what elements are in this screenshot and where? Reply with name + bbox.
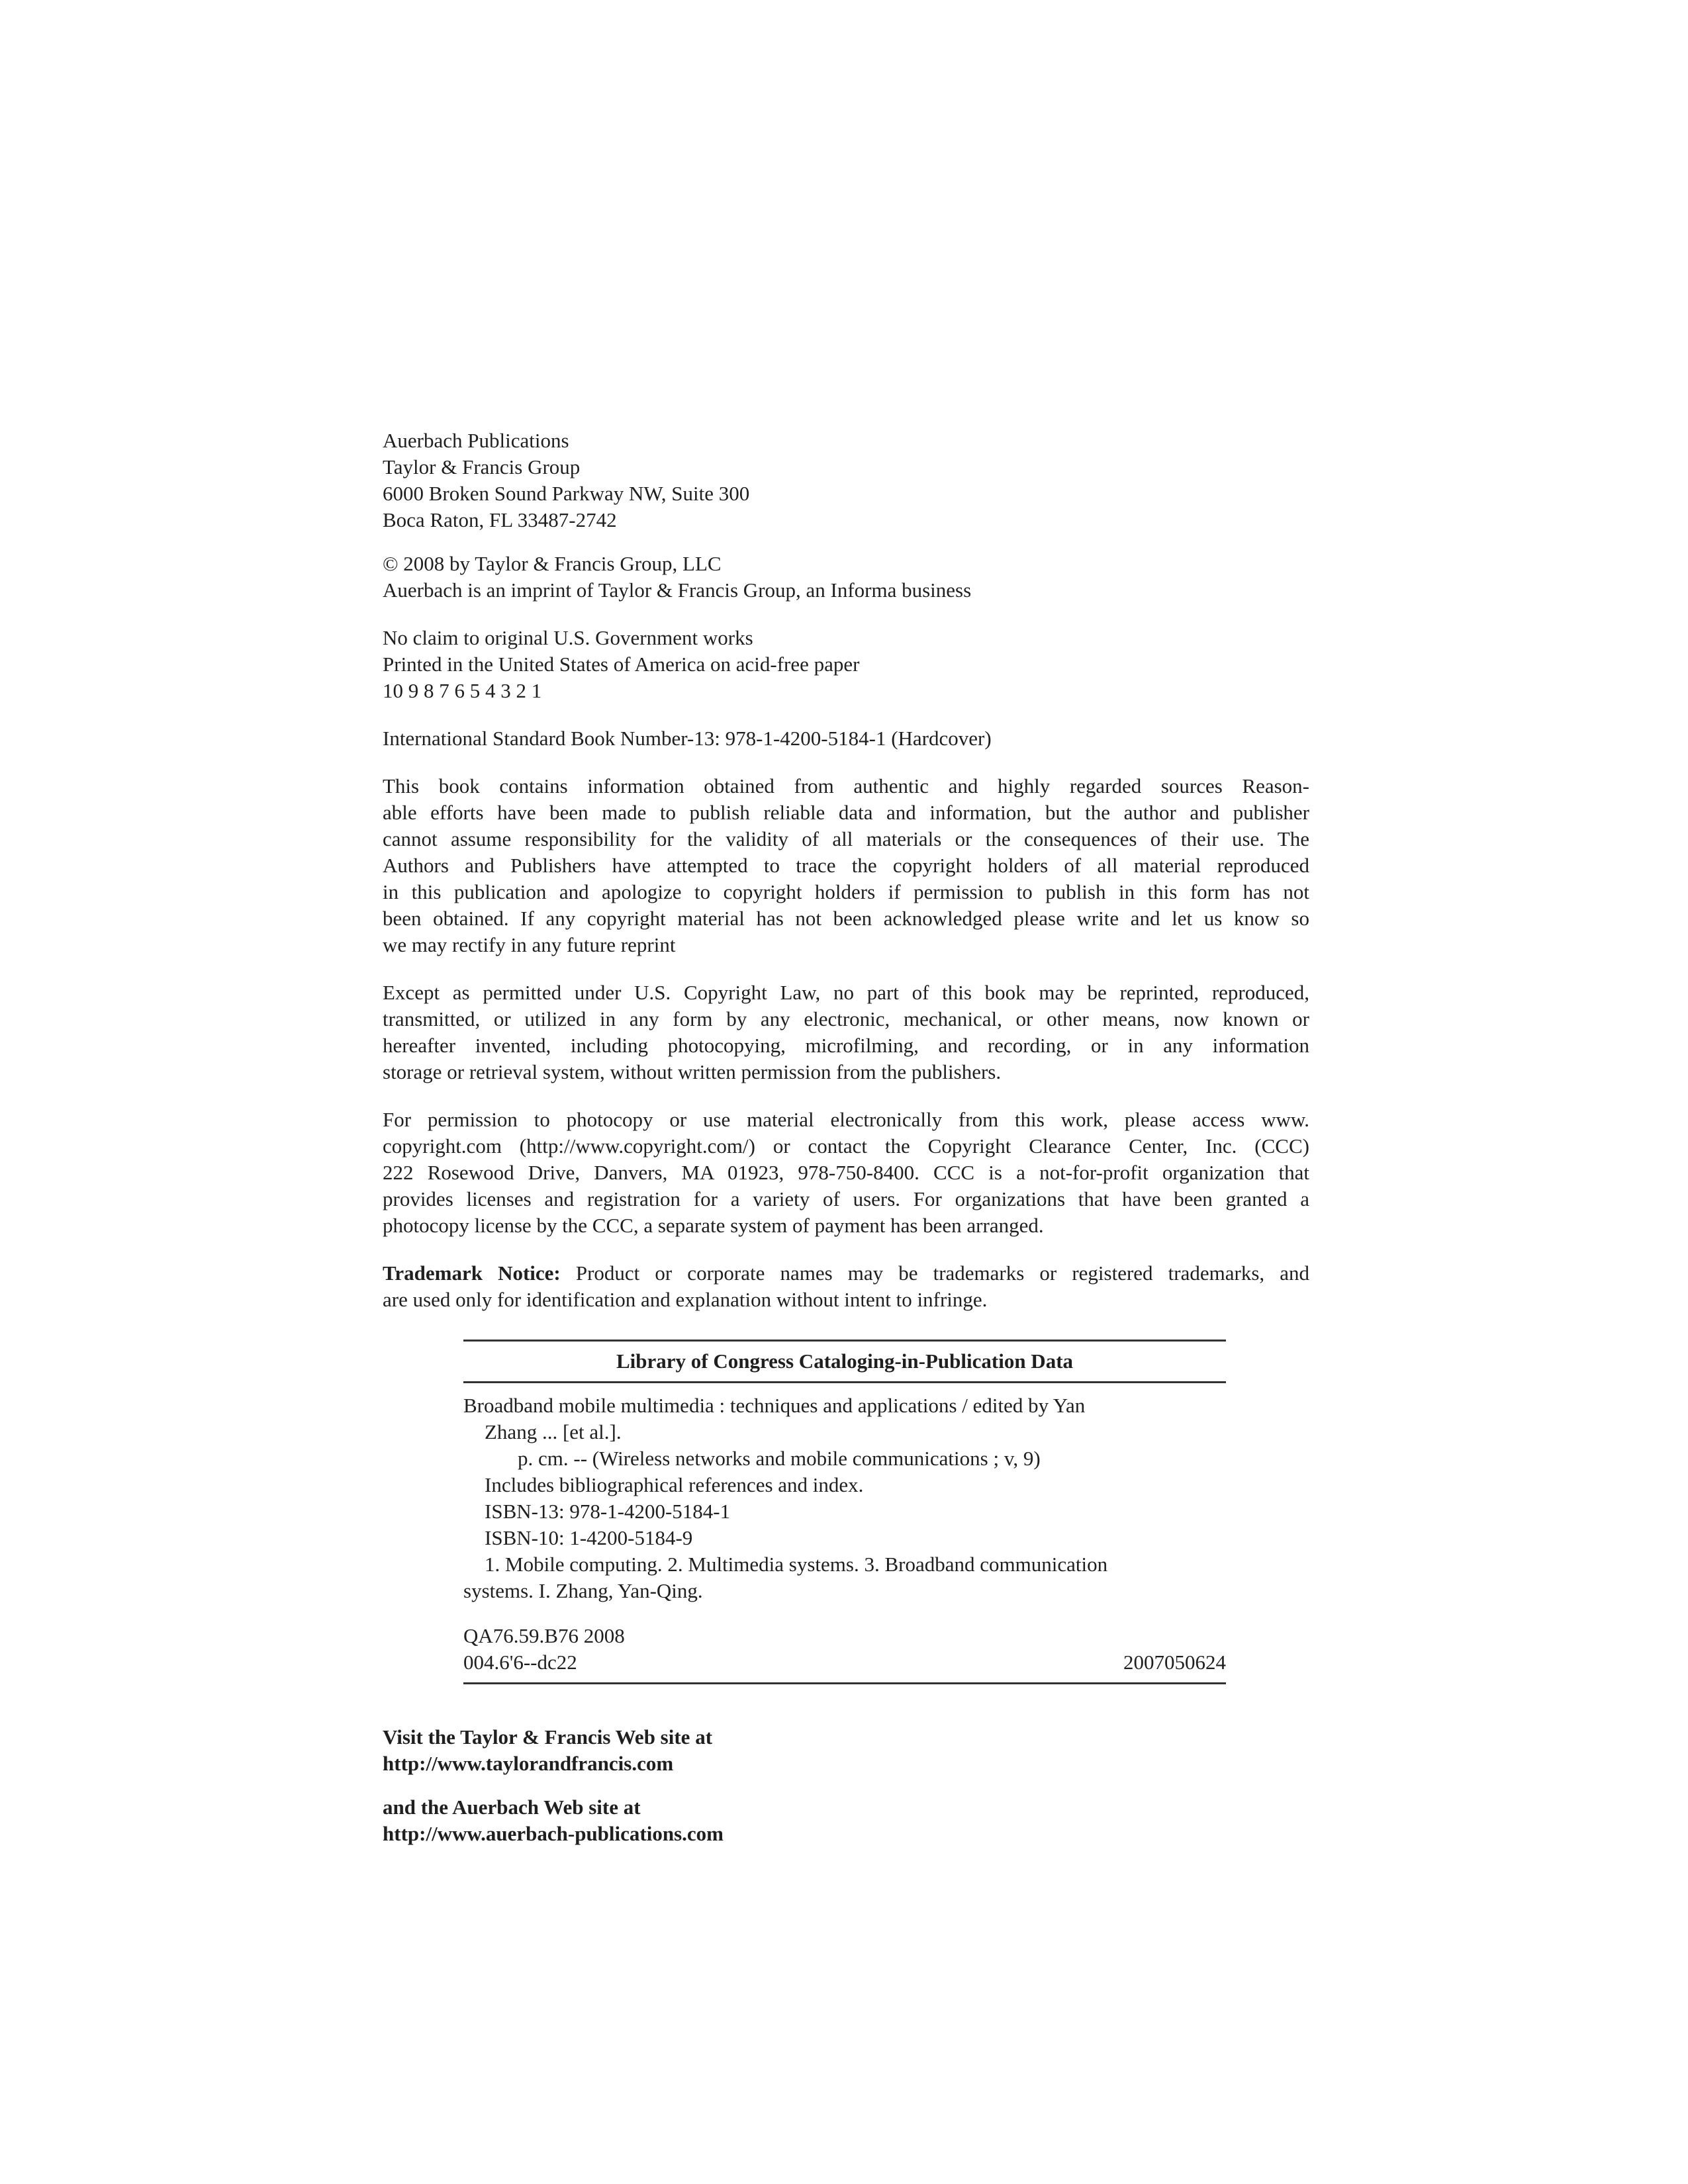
disclaimer-line: This book contains information obtained from authentic and highly regarded sources Reason- (383, 774, 1309, 797)
cip-isbn13: ISBN-13: 978-1-4200-5184-1 (485, 1500, 731, 1523)
trademark-line: are used only for identification and explanation without intent to infringe. (383, 1288, 988, 1311)
cip-heading: Library of Congress Cataloging-in-Publication Data (616, 1349, 1074, 1373)
disclaimer-line: Authors and Publishers have attempted to trace the copyright holders of all material reproduced (383, 854, 1309, 877)
photocopy-permission-paragraph (383, 1107, 1309, 1239)
cip-subjects: 1. Mobile computing. 2. Multimedia systems. 3. Broadband communication (485, 1553, 1108, 1576)
trademark-label: Trademark Notice: (383, 1261, 561, 1285)
trademark-line (383, 1260, 1309, 1287)
web-links (383, 1724, 1309, 1847)
cip-notes: Includes bibliographical references and index. (485, 1473, 864, 1496)
tf-web-label: Visit the Taylor & Francis Web site at (383, 1725, 713, 1749)
cip-classification (463, 1623, 1226, 1676)
auerbach-web-url[interactable]: http://www.auerbach-publications.com (383, 1822, 724, 1845)
cip-data-block (463, 1340, 1226, 1684)
copyright-page (383, 428, 1309, 1847)
disclaimer-line: able efforts have been made to publish reliable data and information, but the author and publisher (383, 801, 1309, 824)
law-line: storage or retrieval system, without written permission from the publishers. (383, 1060, 1002, 1083)
trademark-text: Product or corporate names may be trademarks or registered trademarks, and (560, 1261, 1309, 1285)
photocopy-line: For permission to photocopy or use material electronically from this work, please access www. (383, 1108, 1309, 1131)
copyright-notice (383, 551, 1309, 604)
cip-dewey: 004.6'6--dc22 (463, 1651, 577, 1674)
copyright-law-paragraph (383, 979, 1309, 1085)
government-works-line: No claim to original U.S. Government works (383, 626, 753, 649)
photocopy-line: photocopy license by the CCC, a separate system of payment has been arranged. (383, 1214, 1044, 1237)
copyright-line: © 2008 by Taylor & Francis Group, LLC (383, 552, 722, 575)
publisher-city: Boca Raton, FL 33487-2742 (383, 508, 617, 531)
tf-web-url[interactable]: http://www.taylorandfrancis.com (383, 1752, 674, 1775)
disclaimer-line: we may rectify in any future reprint (383, 933, 676, 956)
disclaimer-paragraph (383, 773, 1309, 958)
photocopy-line: provides licenses and registration for a variety of users. For organizations that have been granted a (383, 1187, 1309, 1210)
imprint-line: Auerbach is an imprint of Taylor & Francis Group, an Informa business (383, 578, 972, 602)
printing-info (383, 625, 1309, 704)
publisher-group: Taylor & Francis Group (383, 455, 581, 478)
publisher-street: 6000 Broken Sound Parkway NW, Suite 300 (383, 482, 750, 505)
disclaimer-line: cannot assume responsibility for the validity of all materials or the consequences of their use. The (383, 827, 1309, 850)
publisher-name: Auerbach Publications (383, 429, 569, 452)
cip-record (463, 1383, 1226, 1676)
printing-number-line: 10 9 8 7 6 5 4 3 2 1 (383, 679, 542, 702)
cip-subjects: systems. I. Zhang, Yan-Qing. (463, 1579, 703, 1602)
cip-title-line: Zhang ... [et al.]. (485, 1420, 622, 1443)
law-line: hereafter invented, including photocopying, microfilming, and recording, or in any information (383, 1034, 1309, 1057)
cip-physical-description: p. cm. -- (Wireless networks and mobile communications ; v, 9) (518, 1447, 1041, 1470)
photocopy-line: 222 Rosewood Drive, Danvers, MA 01923, 978-750-8400. CCC is a not-for-profit organization that (383, 1161, 1309, 1184)
isbn-line: International Standard Book Number-13: 978-1-4200-5184-1 (Hardcover) (383, 727, 992, 750)
law-line: transmitted, or utilized in any form by any electronic, mechanical, or other means, now known or (383, 1007, 1309, 1030)
printed-in-line: Printed in the United States of America on acid-free paper (383, 653, 860, 676)
cip-isbn10: ISBN-10: 1-4200-5184-9 (485, 1526, 693, 1549)
cip-dewey-row (463, 1649, 1226, 1676)
disclaimer-line: in this publication and apologize to copyright holders if permission to publish in this form has not (383, 880, 1309, 903)
law-line: Except as permitted under U.S. Copyright Law, no part of this book may be reprinted, reproduced, (383, 981, 1309, 1004)
photocopy-line: copyright.com (http://www.copyright.com/) or contact the Copyright Clearance Center, Inc. (CCC) (383, 1134, 1309, 1158)
cip-bottom-rule (463, 1682, 1226, 1684)
cip-lc-class: QA76.59.B76 2008 (463, 1624, 625, 1647)
cip-control-number: 2007050624 (1123, 1651, 1226, 1674)
cip-title-line: Broadband mobile multimedia : techniques and applications / edited by Yan (463, 1394, 1086, 1417)
isbn-statement (383, 725, 1309, 752)
trademark-notice (383, 1260, 1309, 1313)
disclaimer-line: been obtained. If any copyright material has not been acknowledged please write and let us know so (383, 907, 1309, 930)
publisher-address (383, 428, 1309, 533)
auerbach-web-label: and the Auerbach Web site at (383, 1796, 641, 1819)
